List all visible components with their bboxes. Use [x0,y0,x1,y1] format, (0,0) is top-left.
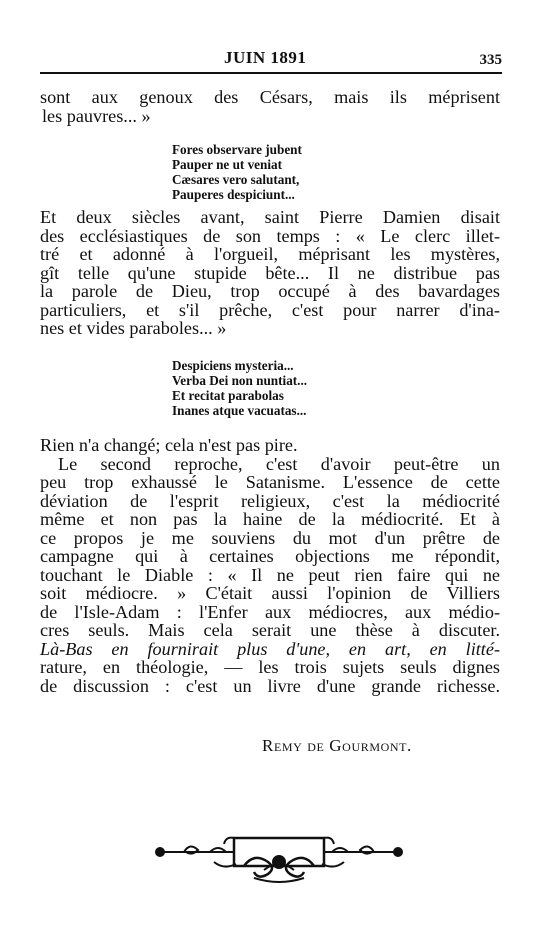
text-line: touchant le Diable : « Il ne peut rien faire qui ne [40,564,500,585]
page-number: 335 [479,52,502,68]
text-line: campagne qui à certaines objections me répondit, [40,546,500,566]
latin-quote-1 [172,142,302,202]
header-rule [40,72,502,74]
author-signature: Remy de Gourmont. [262,736,412,755]
text-line: déviation de l'esprit religieux, c'est la médiocrité [40,490,500,511]
text-line: particuliers, et s'il prêche, c'est pour narrer d'ina- [40,299,500,320]
text-line: les pauvres... » [42,105,151,126]
text-line: ce propos je me souviens du mot d'un prêtre de [40,527,500,548]
quote-line: Despiciens mysteria... [172,358,294,373]
text-line: gît telle qu'une stupide bête... Il ne distribue pas [40,262,500,283]
quote-line: Et recitat parabolas [172,388,284,403]
quote-line: Fores observare jubent [172,142,302,157]
quote-line: Cæsares vero salutant, [172,172,300,187]
running-title: JUIN 1891 [224,48,307,67]
paragraph-1 [40,88,500,125]
running-header [40,46,502,72]
text-line: des ecclésiastiques de son temps : « Le clerc illet- [40,225,500,246]
quote-line: Verba Dei non nuntiat... [172,373,308,388]
text-line: rature, en théologie, — les trois sujets seuls dignes [40,657,500,677]
paragraph-3 [40,436,500,695]
text-line: soit médiocre. » C'était aussi l'opinion de Villiers [40,583,500,603]
text-line: nes et vides paraboles... » [40,318,227,338]
text-line: de discussion : c'est un livre d'une grande richesse. [40,675,500,696]
paragraph-2 [40,208,500,338]
text-line: cres seuls. Mais cela serait une thèse à discuter. [40,620,500,640]
latin-quote-2 [172,358,307,418]
text-line: Là-Bas en fournirait plus d'une, en art, en litté- [40,638,500,659]
text-line: de l'Isle-Adam : l'Enfer aux médiocres, aux médio- [40,601,500,622]
quote-line: Inanes atque vacuatas... [172,403,307,418]
text-line: la parole de Dieu, trop occupé à des bavardages [40,281,500,301]
text-line: sont aux genoux des Césars, mais ils méprisent [40,87,500,107]
text-line: même et non pas la haine de la médiocrité. Et à [40,509,500,529]
text-line: peu trop exhaussé le Satanisme. L'essence de cette [40,472,500,492]
text-line: tré et adonné à l'orgueil, méprisant les mystères, [40,244,500,264]
quote-line: Pauperes despiciunt... [172,187,295,202]
text-line: Le second reproche, c'est d'avoir peut-être un [58,453,500,474]
text-line: Et deux siècles avant, saint Pierre Damien disait [40,207,500,227]
text-line: Rien n'a changé; cela n'est pas pire. [40,435,298,455]
quote-line: Pauper ne ut veniat [172,157,283,172]
tailpiece-scroll-ornament-icon [154,832,404,884]
